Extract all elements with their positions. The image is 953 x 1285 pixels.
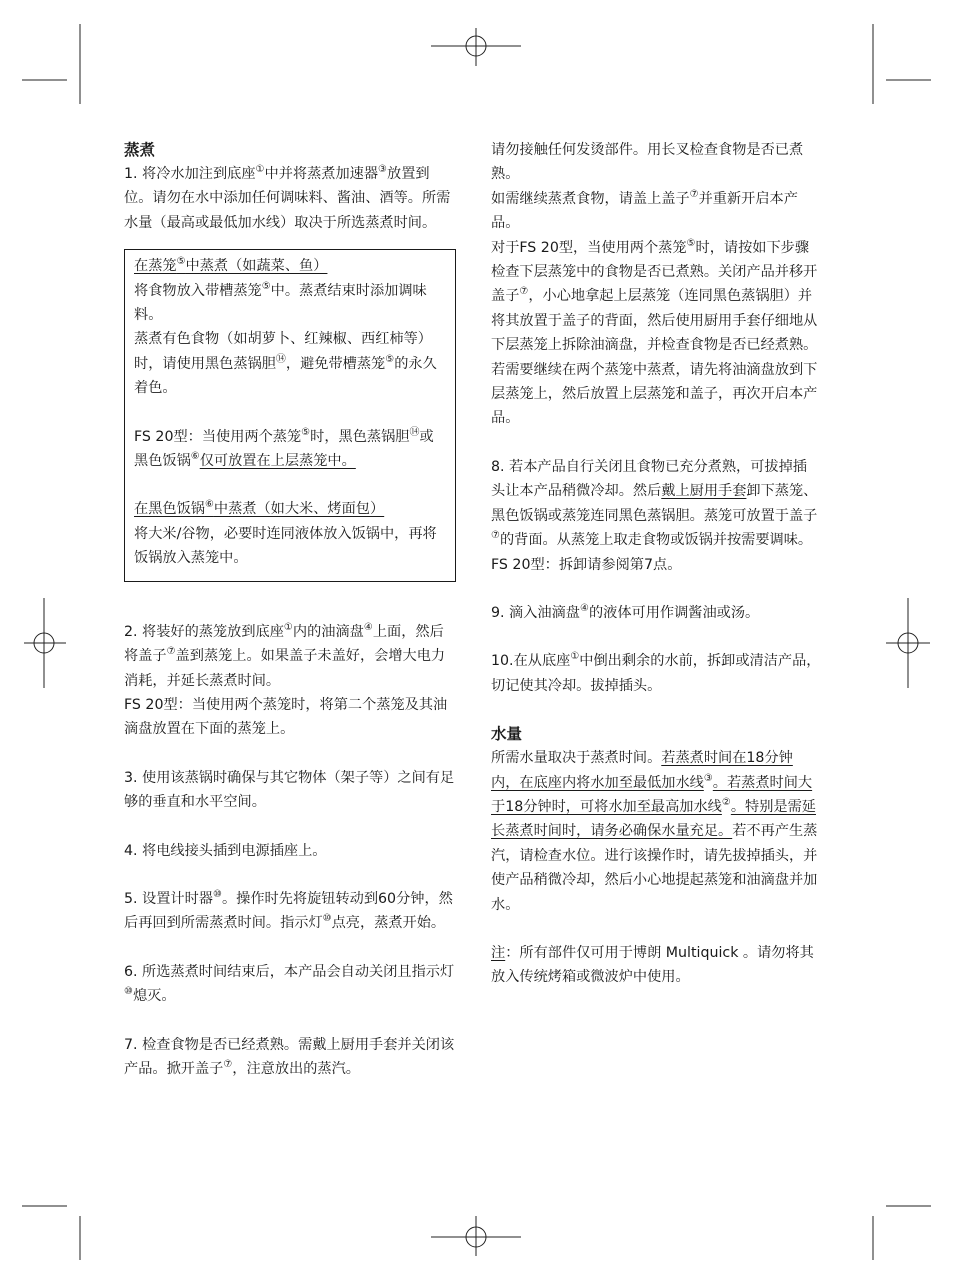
section-heading-steaming: 蒸煮 — [124, 141, 156, 159]
step-8-fs20: FS 20型：拆卸请参阅第7点。 — [491, 556, 682, 573]
step-7-continued: 请勿接触任何发烫部件。用长叉检查食物是否已煮熟。 — [491, 142, 804, 183]
fs20-continue: 若需要继续在两个蒸笼中蒸煮，请先将油滴盘放到下层蒸笼上，然后放置上层蒸笼和盖子，再次开启本产品。 — [491, 361, 818, 427]
step-6: 6. 所选蒸煮时间结束后，本产品会自动关闭且指示灯⑩熄灭。 — [124, 963, 455, 1005]
info-box — [124, 249, 456, 581]
step-8: 8. 若本产品自行关闭且食物已充分煮熟，可拔掉插头让本产品稍微冷却。然后戴上厨用手套卸下蒸笼、黑色饭锅或蒸笼连同黑色蒸锅胆。蒸笼可放置于盖子⑦的背面。从蒸笼上取走食物或饭锅并按需要调味。 — [491, 458, 818, 549]
step-4: 4. 将电线接头插到电源插座上。 — [124, 842, 327, 859]
step-1: 1. 将冷水加注到底座①中并将蒸煮加速器③放置到位。请勿在水中添加任何调味料、酱油、酒等。所需水量（最高或最低加水线）取决于所选蒸煮时间。 — [124, 164, 451, 231]
box-para-rice: 将大米/谷物，必要时连同液体放入饭锅中，再将饭锅放入蒸笼中。 — [134, 525, 437, 567]
left-column — [124, 138, 456, 1081]
box-para-seasoning: 将食物放入带槽蒸笼⑤中。蒸煮结束时添加调味料。 — [134, 280, 427, 324]
box-title-rice-bowl: 在黑色饭锅⑥中蒸煮（如大米、烤面包） — [134, 499, 385, 518]
step-3: 3. 使用该蒸锅时确保与其它物体（架子等）之间有足够的垂直和水平空间。 — [124, 769, 455, 811]
fs20-check-lower: 对于FS 20型，当使用两个蒸笼⑤时，请按如下步骤检查下层蒸笼中的食物是否已煮熟。关闭产品并移开盖子⑦，小心地拿起上层蒸笼（连同黑色蒸锅胆）并将其放置于盖子的背面，然后使用厨用手套仔细地从下层蒸笼上拆除油滴盘，并检查食物是否已经煮熟。 — [491, 237, 818, 354]
step-7: 7. 检查食物是否已经煮熟。需戴上厨用手套并关闭该产品。掀开盖子⑦，注意放出的蒸汽。 — [124, 1036, 455, 1077]
step-5: 5. 设置计时器⑩。操作时先将旋钮转动到60分钟，然后再回到所需蒸煮时间。指示灯⑩点亮，蒸煮开始。 — [124, 888, 453, 932]
box-title-basket: 在蒸笼⑤中蒸煮（如蔬菜、鱼） — [134, 256, 328, 275]
right-column — [491, 138, 821, 990]
step-2: 2. 将装好的蒸笼放到底座①内的油滴盘④上面，然后将盖子⑦盖到蒸笼上。如果盖子未盖好，会增大电力消耗，并延长蒸煮时间。 — [124, 621, 446, 689]
step-9: 9. 滴入油滴盘④的液体可用作调酱油或汤。 — [491, 602, 760, 621]
box-para-colored-food: 蒸煮有色食物（如胡萝卜、红辣椒、西红柿等）时，请使用黑色蒸锅胆⑭，避免带槽蒸笼⑤的永久着色。 — [134, 331, 437, 397]
section-heading-water-level: 水量 — [491, 725, 523, 744]
continue-steaming: 如需继续蒸煮食物，请盖上盖子⑦并重新开启本产品。 — [491, 188, 798, 232]
step-10: 10.在从底座①中倒出剩余的水前，拆卸或清洁产品，切记使其冷却。拔掉插头。 — [491, 651, 821, 694]
note: 注：所有部件仅可用于博朗 Multiquick 。请勿将其放入传统烤箱或微波炉中使用。 — [491, 944, 814, 986]
water-level-text: 所需水量取决于蒸煮时间。若蒸煮时间在18分钟内，在底座内将水加至最低加水线③。若蒸煮时间大于18分钟时，可将水加至最高加水线②。特别是需延长蒸煮时间时，请务必确保水量充足。若不再产生蒸汽，请检查水位。进行该操作时，请先拔掉插头，并使产品稍微冷却，然后小心地提起蒸笼和油滴盘并加水。 — [491, 750, 818, 913]
box-para-fs20: FS 20型：当使用两个蒸笼⑤时，黑色蒸锅胆⑭或黑色饭锅⑥仅可放置在上层蒸笼中。 — [134, 426, 434, 470]
step-2-fs20: FS 20型：当使用两个蒸笼时，将第二个蒸笼及其油滴盘放置在下面的蒸笼上。 — [124, 696, 448, 738]
